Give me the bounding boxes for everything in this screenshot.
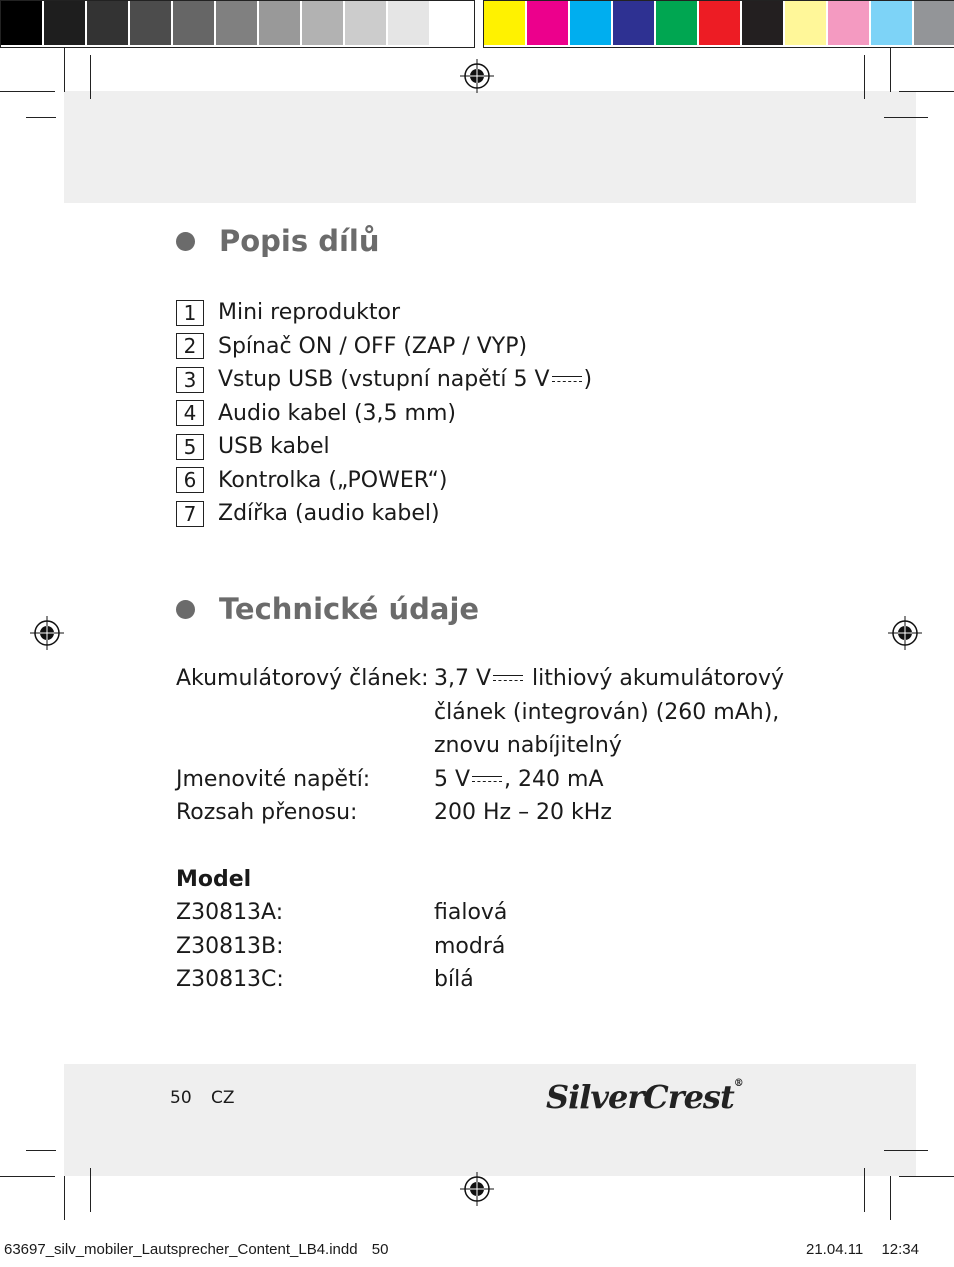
dc-voltage-icon [552,375,582,385]
model-row [176,896,794,930]
spec-value-text: znovu nabíjitelný [434,733,622,758]
part-number: 5 [176,434,204,460]
parts-heading [176,224,380,258]
crop-mark [899,91,954,92]
model-key: Z30813A: [176,900,284,925]
spec-key: Rozsah přenosu: [176,800,358,825]
part-label: Kontrolka („POWER“) [218,467,448,493]
crop-mark [864,55,865,99]
page-footer [170,1088,235,1108]
spec-value-text: lithiový akumulátorový [532,666,785,691]
part-number: 6 [176,467,204,493]
spec-value [434,662,794,763]
model-value: fialová [434,900,508,925]
color-swatch [828,1,871,45]
spec-value-text: článek (integrován) (260 mAh), [434,699,780,725]
part-number: 2 [176,333,204,359]
part-label: Audio kabel (3,5 mm) [218,400,456,426]
crop-mark [90,1168,91,1212]
parts-heading-text: Popis dílů [219,224,380,258]
dc-voltage-icon [493,674,523,684]
color-swatch [785,1,828,45]
language-code: CZ [211,1088,235,1108]
tech-heading [176,592,479,626]
registration-mark-icon [460,59,494,93]
part-number: 7 [176,501,204,527]
color-swatch [130,1,173,45]
slug-filename [4,1241,388,1258]
color-swatch [914,1,954,45]
color-swatch [742,1,785,45]
crop-mark [64,1176,65,1220]
color-swatch [302,1,345,45]
part-label: Zdířka (audio kabel) [218,501,440,527]
grayscale-color-bar [0,0,475,48]
spec-row-battery [176,662,794,763]
spec-row-range [176,796,794,830]
top-gray-band [64,91,916,203]
color-swatch [570,1,613,45]
color-swatch [173,1,216,45]
color-swatch [431,1,474,45]
color-swatch [1,1,44,45]
color-swatch [484,1,527,45]
color-swatch [656,1,699,45]
color-swatch [871,1,914,45]
dc-voltage-icon [472,775,502,785]
registration-mark-icon [888,616,922,650]
list-item [176,330,592,364]
crop-mark [90,55,91,99]
crop-mark [884,117,928,118]
part-label-text: Vstup USB (vstupní napětí 5 V [218,367,550,393]
spec-value [434,763,794,797]
page-number: 50 [170,1088,192,1108]
part-number: 4 [176,400,204,426]
model-key: Z30813C: [176,967,284,992]
crop-mark [864,1168,865,1212]
spec-value-text: 3,7 V [434,666,492,691]
parts-list [176,296,592,531]
crop-mark [64,48,65,92]
slug-file: 63697_silv_mobiler_Lautsprecher_Content_LB4.indd [4,1241,358,1258]
tech-specs [176,662,794,997]
crop-mark [0,91,55,92]
slug-page: 50 [371,1241,389,1258]
crop-mark [899,1176,954,1177]
slug-time: 12:34 [881,1241,919,1258]
part-label: Spínač ON / OFF (ZAP / VYP) [218,333,528,359]
bullet-icon [176,232,195,251]
model-value: modrá [434,933,506,959]
color-swatch [216,1,259,45]
bottom-gray-band [64,1064,916,1176]
spec-value-text: , 240 mA [504,766,604,792]
part-label: USB kabel [218,434,330,460]
list-item [176,296,592,330]
list-item [176,430,592,464]
list-item [176,397,592,431]
crop-mark [26,117,56,118]
color-swatch [388,1,431,45]
registration-mark-icon [30,616,64,650]
model-row [176,963,794,997]
bullet-icon [176,600,195,619]
model-title: Model [176,866,252,892]
slug-datetime [806,1241,919,1258]
spec-value: 200 Hz – 20 kHz [434,800,612,825]
part-number: 3 [176,367,204,393]
color-swatch [613,1,656,45]
list-item [176,464,592,498]
part-number: 1 [176,300,204,326]
crop-mark [890,1176,891,1220]
crop-mark [26,1150,56,1151]
registered-mark: ® [733,1078,743,1089]
spec-key: Akumulátorový článek: [176,666,429,691]
list-item [176,363,592,397]
crop-mark [890,48,891,92]
crop-mark [0,1176,55,1177]
color-swatch [44,1,87,45]
spec-value-text: 5 V [434,766,471,792]
part-label-text: ) [583,367,593,393]
registration-mark-icon [460,1172,494,1206]
slug-date: 21.04.11 [806,1241,864,1258]
part-label [218,367,592,392]
brand-logo [546,1078,743,1116]
part-label: Mini reproduktor [218,300,401,326]
cmyk-color-bar [483,0,954,48]
color-swatch [87,1,130,45]
spec-key: Jmenovité napětí: [176,766,371,792]
crop-mark [884,1150,928,1151]
spec-row-voltage [176,763,794,797]
list-item [176,497,592,531]
model-row [176,930,794,964]
color-swatch [527,1,570,45]
color-swatch [259,1,302,45]
color-swatch [345,1,388,45]
color-swatch [699,1,742,45]
tech-heading-text: Technické údaje [219,592,480,626]
brand-name: SilverCrest [546,1078,734,1116]
model-value: bílá [434,967,474,992]
model-key: Z30813B: [176,933,284,959]
